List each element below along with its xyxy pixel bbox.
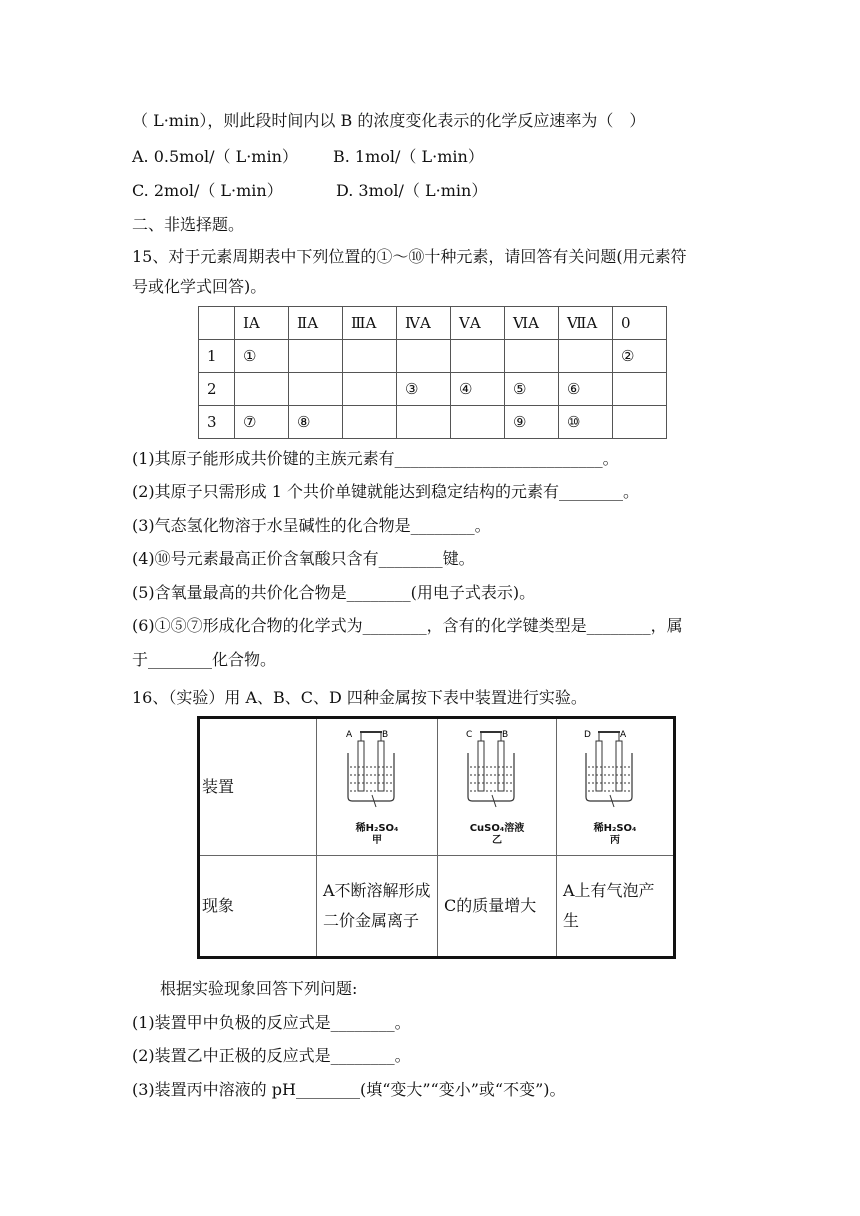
apparatus-jia [317,718,438,856]
table-cell [559,340,613,373]
apparatus-yi [438,718,557,856]
table-cell [199,307,235,340]
q15-part2: (2)其原子只需形成 1 个共价单键就能达到稳定结构的元素有________。 [132,482,640,501]
q15-part3: (3)气态氢化物溶于水呈碱性的化合物是________。 [132,516,491,535]
apparatus-name: 丙 [610,835,620,846]
table-cell: ① [235,340,289,373]
phenomenon-bing: A上有气泡产生 [557,856,675,958]
section-heading: 二、非选择题。 [132,215,245,234]
table-cell [451,340,505,373]
electrode-right-label: A [620,730,627,740]
question-15-stem-cont: 号或化学式回答)。 [132,277,267,296]
table-cell: 3 [199,406,235,439]
table-cell: ③ [397,373,451,406]
table-cell: ⑨ [505,406,559,439]
experiment-table [197,716,676,959]
option-b: B. 1mol/（ L·min） [333,147,484,166]
table-row [199,718,675,856]
periodic-table [198,306,667,439]
q16-part3: (3)装置丙中溶液的 pH________(填“变大”“变小”或“不变”)。 [132,1080,566,1099]
table-cell [613,406,667,439]
table-cell: ⅥA [505,307,559,340]
option-d: D. 3mol/（ L·min） [336,181,488,200]
row-label-device: 装置 [199,718,317,856]
electrode-right-label: B [502,730,509,740]
table-cell: ⑥ [559,373,613,406]
electrolytic-cell-icon [462,727,532,823]
electrolytic-cell-icon [580,727,650,823]
q15-part6-cont: 于________化合物。 [132,650,277,669]
question-15-stem: 15、对于元素周期表中下列位置的①～⑩十种元素，请回答有关问题(用元素符 [132,247,687,266]
table-cell [343,373,397,406]
table-cell: 0 [613,307,667,340]
table-cell: ⑦ [235,406,289,439]
table-cell [505,340,559,373]
solution-label: 稀H₂SO₄ [593,823,637,834]
table-cell: ⅣA [397,307,451,340]
electrode-left-label: A [346,730,353,740]
q16-part2: (2)装置乙中正极的反应式是________。 [132,1046,411,1065]
table-cell [397,340,451,373]
table-cell [343,406,397,439]
q16-prompt: 根据实验现象回答下列问题: [160,979,358,998]
table-cell: 1 [199,340,235,373]
apparatus-name: 甲 [372,835,382,846]
electrode-left-label: C [466,730,473,740]
table-cell [289,373,343,406]
table-cell: ⅡA [289,307,343,340]
phenomenon-yi: C的质量增大 [438,856,557,958]
q15-part1: (1)其原子能形成共价键的主族元素有__________________________。 [132,449,619,468]
q15-part6: (6)①⑤⑦形成化合物的化学式为________，含有的化学键类型是________，属 [132,616,683,635]
row-label-phenomenon: 现象 [199,856,317,958]
table-cell [397,406,451,439]
table-cell: ⅠA [235,307,289,340]
question-16-stem: 16、（实验）用 A、B、C、D 四种金属按下表中装置进行实验。 [132,688,587,707]
table-header-row [199,307,667,340]
table-cell [451,406,505,439]
apparatus-name: 乙 [492,835,502,846]
solution-label: 稀H₂SO₄ [355,823,399,834]
q16-part1: (1)装置甲中负极的反应式是________。 [132,1013,411,1032]
table-cell [613,373,667,406]
table-cell: ② [613,340,667,373]
table-row [199,340,667,373]
table-row [199,373,667,406]
table-row [199,406,667,439]
table-cell: ④ [451,373,505,406]
electrode-right-label: B [382,730,389,740]
solution-label: CuSO₄溶液 [469,823,525,834]
question-14-tail: （ L·min），则此段时间内以 B 的浓度变化表示的化学反应速率为（ ） [132,111,646,130]
table-cell [343,340,397,373]
option-a: A. 0.5mol/（ L·min） [132,147,298,166]
table-cell: ⅦA [559,307,613,340]
q15-part4: (4)⑩号元素最高正价含氧酸只含有________键。 [132,549,475,568]
table-cell: ⑩ [559,406,613,439]
apparatus-bing [557,718,675,856]
table-row [199,856,675,958]
option-c: C. 2mol/（ L·min） [132,181,283,200]
q15-part5: (5)含氧量最高的共价化合物是________(用电子式表示)。 [132,583,536,602]
electrolytic-cell-icon [342,727,412,823]
table-cell: ⅤA [451,307,505,340]
table-cell [289,340,343,373]
table-cell: ⅢA [343,307,397,340]
table-cell: 2 [199,373,235,406]
electrode-left-label: D [584,730,591,740]
phenomenon-jia: A不断溶解形成二价金属离子 [317,856,438,958]
table-cell: ⑧ [289,406,343,439]
table-cell [235,373,289,406]
table-cell: ⑤ [505,373,559,406]
